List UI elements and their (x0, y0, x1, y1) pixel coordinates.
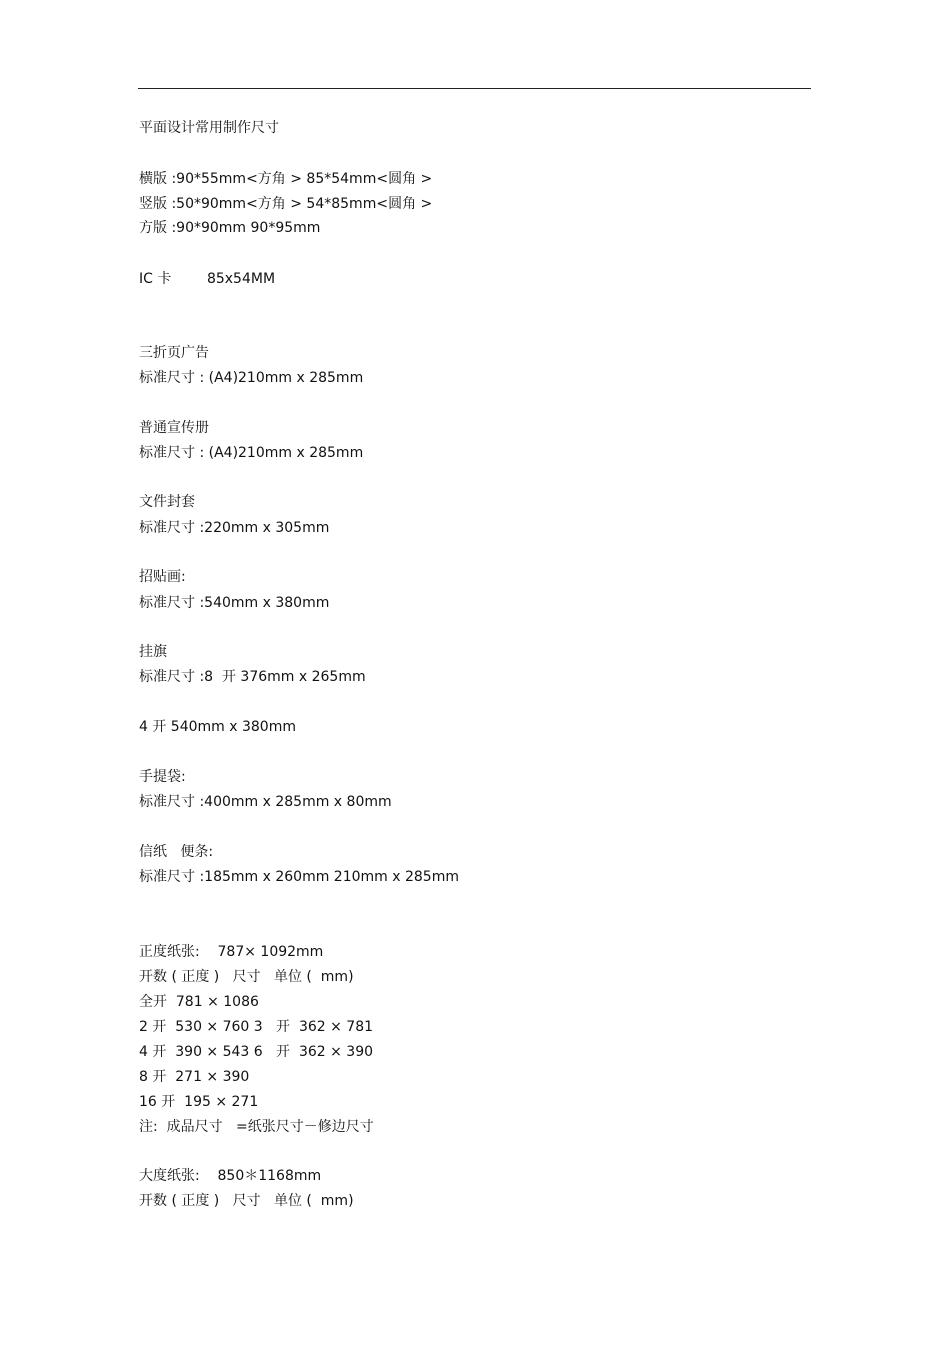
large-paper-columns: 开数 ( 正度 ) 尺寸 单位 ( mm) (139, 1193, 354, 1209)
trifold-heading: 三折页广告 (139, 345, 209, 361)
letter-size: 标准尺寸 :185mm x 260mm 210mm x 285mm (139, 869, 459, 885)
handbag-heading: 手提袋: (139, 769, 186, 785)
poster-size: 标准尺寸 :540mm x 380mm (139, 595, 330, 611)
ic-card-size: IC 卡 85x54MM (139, 271, 276, 287)
card-landscape-size: 横版 :90*55mm<方角 > 85*54mm<圆角 > (139, 171, 433, 187)
standard-paper-row-16: 16 开 195 × 271 (139, 1094, 259, 1110)
header-rule (138, 88, 811, 89)
brochure-heading: 普通宣传册 (139, 420, 209, 436)
banner-heading: 挂旗 (139, 644, 167, 660)
banner-size-8k: 标准尺寸 :8 开 376mm x 265mm (139, 669, 366, 685)
trifold-size: 标准尺寸 : (A4)210mm x 285mm (139, 370, 364, 386)
card-portrait-size: 竖版 :50*90mm<方角 > 54*85mm<圆角 > (139, 196, 433, 212)
standard-paper-columns: 开数 ( 正度 ) 尺寸 单位 ( mm) (139, 969, 354, 985)
standard-paper-row-4-6: 4 开 390 × 543 6 开 362 × 390 (139, 1044, 374, 1060)
envelope-size: 标准尺寸 :220mm x 305mm (139, 520, 330, 536)
card-square-size: 方版 :90*90mm 90*95mm (139, 220, 321, 236)
standard-paper-row-8: 8 开 271 × 390 (139, 1069, 250, 1085)
large-paper-heading: 大度纸张: 850＊1168mm (139, 1168, 322, 1184)
standard-paper-heading: 正度纸张: 787× 1092mm (139, 944, 324, 960)
standard-paper-note: 注: 成品尺寸 =纸张尺寸－修边尺寸 (139, 1119, 374, 1135)
banner-size-4k: 4 开 540mm x 380mm (139, 719, 296, 735)
brochure-size: 标准尺寸 : (A4)210mm x 285mm (139, 445, 364, 461)
page-title: 平面设计常用制作尺寸 (139, 120, 279, 136)
envelope-heading: 文件封套 (139, 494, 195, 510)
standard-paper-row-2-3: 2 开 530 × 760 3 开 362 × 781 (139, 1019, 374, 1035)
standard-paper-row-full: 全开 781 × 1086 (139, 994, 259, 1010)
letter-heading: 信纸 便条: (139, 844, 214, 860)
poster-heading: 招贴画: (139, 569, 186, 585)
handbag-size: 标准尺寸 :400mm x 285mm x 80mm (139, 794, 392, 810)
